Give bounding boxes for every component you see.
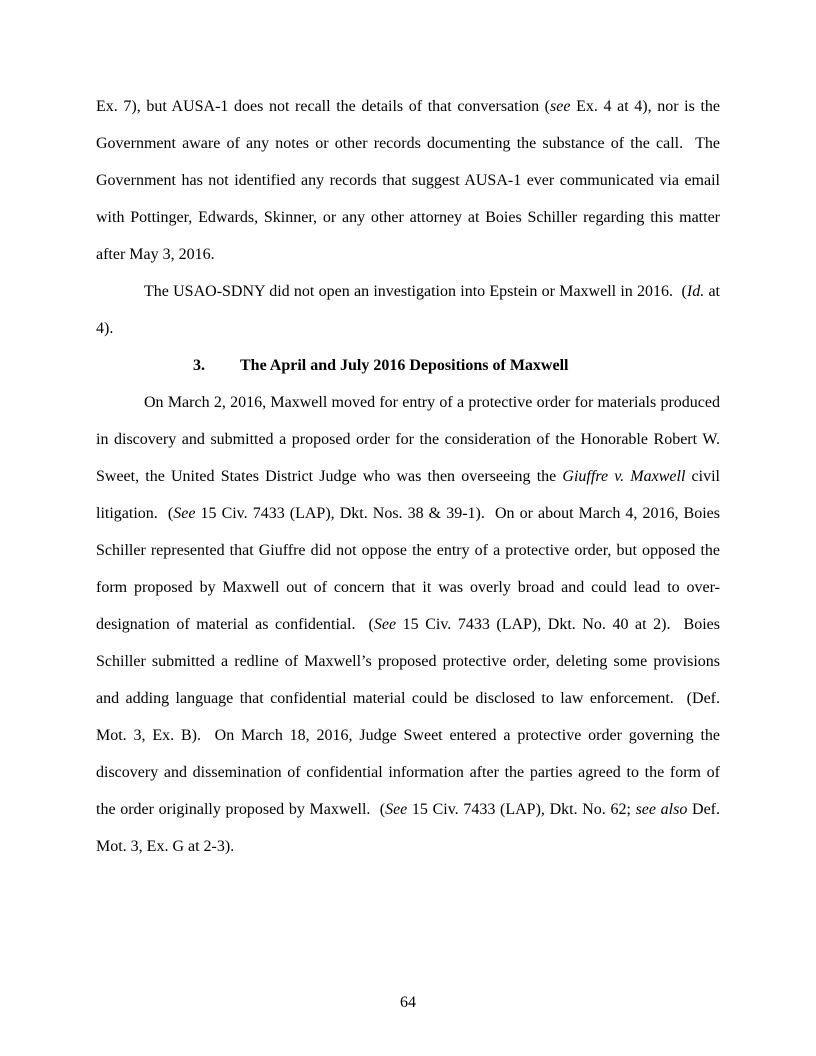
text-run: Ex. 4 at 4), nor is the Government aware of any notes or other records documenting the substance of the call. The Government has not identified any records that suggest AUSA-1 ever communicated via email with Pottinger, Edwards, Skinner, or any other attorney at Boies Schiller regarding this matter after May 3, 2016.: [96, 98, 720, 263]
text-run-italic: See: [173, 505, 196, 522]
text-run: 15 Civ. 7433 (LAP), Dkt. No. 62;: [407, 801, 636, 818]
document-body: [96, 88, 720, 865]
paragraph: [96, 88, 720, 273]
section-heading-number: 3.: [193, 357, 205, 374]
text-run-italic: see: [550, 98, 571, 115]
section-heading: [96, 347, 720, 384]
text-run: The USAO-SDNY did not open an investigation into Epstein or Maxwell in 2016. (: [144, 283, 687, 300]
text-run-italic: Giuffre v. Maxwell: [562, 468, 686, 485]
section-heading-title: The April and July 2016 Depositions of Maxwell: [240, 357, 569, 374]
paragraph: [96, 273, 720, 347]
text-run-italic: Id.: [686, 283, 705, 300]
text-run: civil litigation. (: [96, 468, 720, 522]
text-run-italic: see also: [635, 801, 688, 818]
text-run: Def. Mot. 3, Ex. G at 2-3).: [96, 801, 721, 855]
text-run: Ex. 7), but AUSA-1 does not recall the details of that conversation (: [96, 98, 551, 115]
text-run: 15 Civ. 7433 (LAP), Dkt. No. 40 at 2). Boies Schiller submitted a redline of Maxwell’s proposed protective order, deleting some provisions and adding language that confidential material could be disclosed to law enforcement. (Def. Mot. 3, Ex. B). On March 18, 2016, Judge Sweet entered a protective order governing the discovery and dissemination of confidential information after the parties agreed to the form of the order originally proposed by Maxwell. (: [96, 616, 720, 818]
text-run: 15 Civ. 7433 (LAP), Dkt. Nos. 38 & 39-1). On or about March 4, 2016, Boies Schiller represented that Giuffre did not oppose the entry of a protective order, but opposed the form proposed by Maxwell out of concern that it was overly broad and could lead to over-designation of material as confidential. (: [96, 505, 720, 633]
text-run-italic: See: [385, 801, 408, 818]
paragraph: [96, 384, 720, 865]
text-run: at 4).: [96, 283, 721, 337]
page-number: 64: [400, 994, 416, 1011]
text-run-italic: See: [373, 616, 397, 633]
text-run: On March 2, 2016, Maxwell moved for entry of a protective order for materials produced in discovery and submitted a proposed order for the consideration of the Honorable Robert W. Sweet, the United States District Judge who was then overseeing the: [96, 394, 720, 485]
